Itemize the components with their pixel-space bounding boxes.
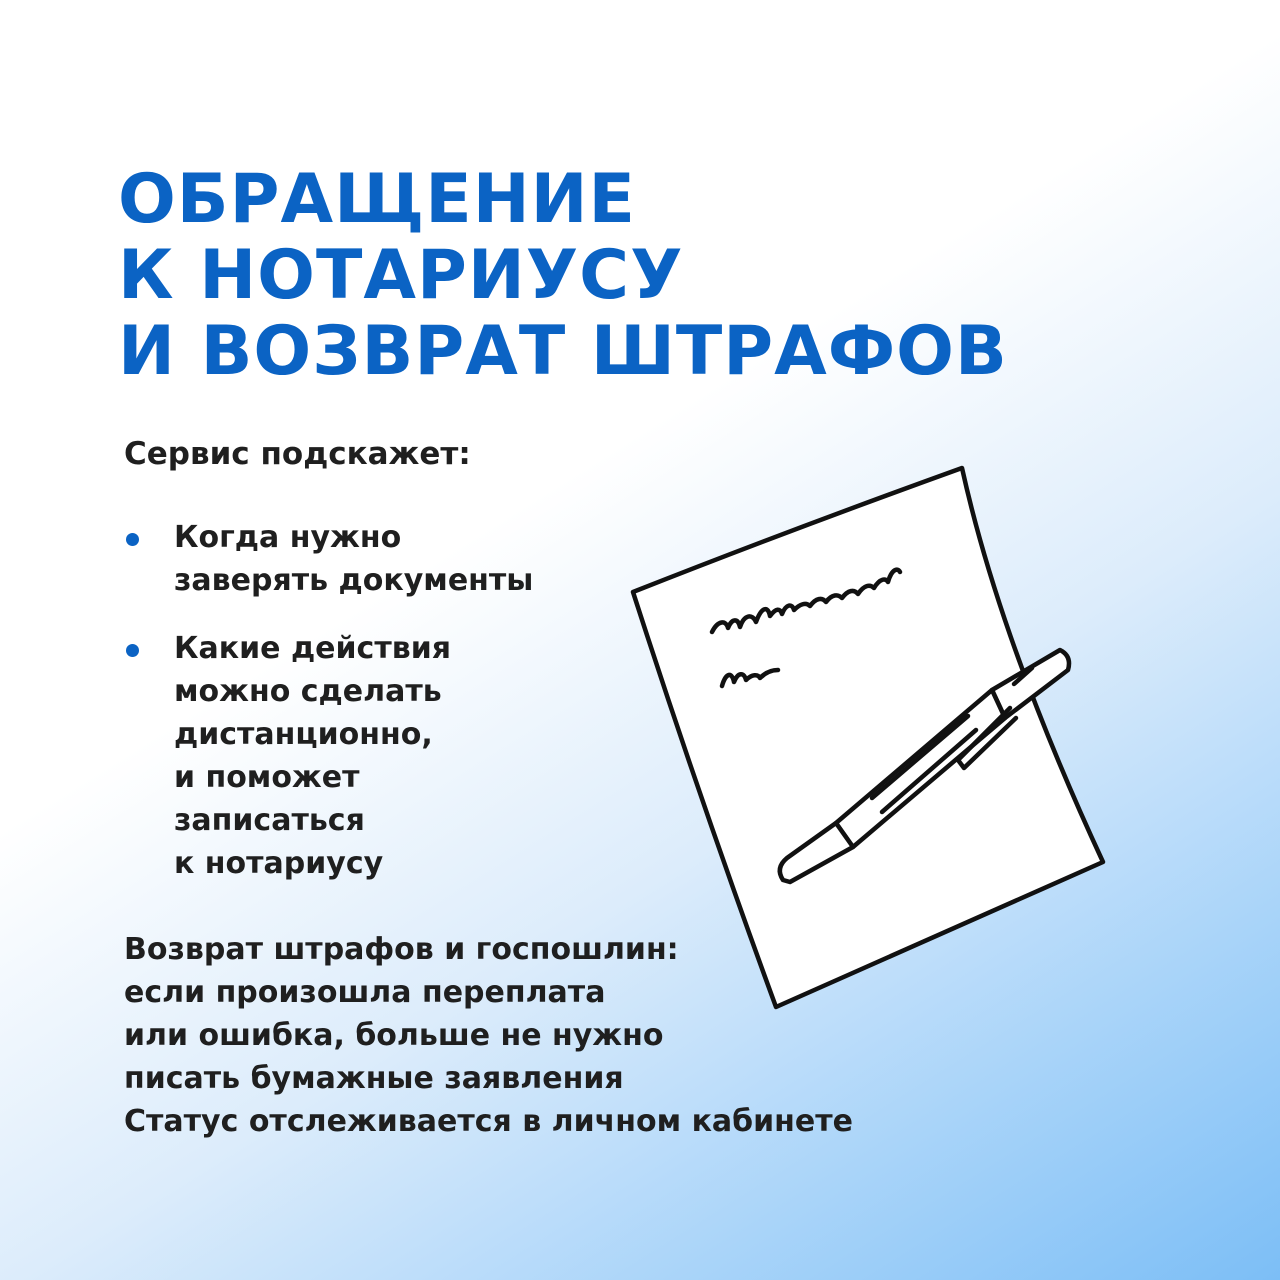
- document-with-pen-icon: [620, 460, 1120, 1020]
- refund-heading: Возврат штрафов и госпошлин:: [124, 932, 679, 967]
- service-heading: Сервис подскажет:: [124, 436, 471, 472]
- bullet-dot-icon: [126, 533, 139, 546]
- bullet-item-remote: [124, 627, 533, 885]
- paper-sheet: [633, 468, 1103, 1007]
- title-line-1: ОБРАЩЕНИЕ: [118, 160, 636, 239]
- refund-text-line: если произошла переплата: [124, 975, 606, 1010]
- bullet-text-line: к нотариусу: [174, 846, 384, 881]
- bullet-item-certify: [124, 516, 533, 602]
- bullet-dot-icon: [126, 644, 139, 657]
- bullet-text-line: заверять документы: [174, 563, 534, 598]
- service-bullet-list: [124, 516, 533, 910]
- bullet-text-line: и поможет: [174, 760, 360, 795]
- refund-text-line: писать бумажные заявления: [124, 1061, 624, 1096]
- bullet-text-line: Какие действия: [174, 631, 451, 666]
- title-line-3: И ВОЗВРАТ ШТРАФОВ: [118, 312, 1008, 391]
- refund-status-line: Статус отслеживается в личном кабинете: [124, 1104, 853, 1139]
- page-title: [118, 162, 1008, 390]
- bullet-text-line: можно сделать: [174, 674, 442, 709]
- refund-text-line: или ошибка, больше не нужно: [124, 1018, 664, 1053]
- title-line-2: К НОТАРИУСУ: [118, 236, 684, 315]
- bullet-text-line: Когда нужно: [174, 520, 402, 555]
- bullet-text-line: записаться: [174, 803, 365, 838]
- bullet-text-line: дистанционно,: [174, 717, 433, 752]
